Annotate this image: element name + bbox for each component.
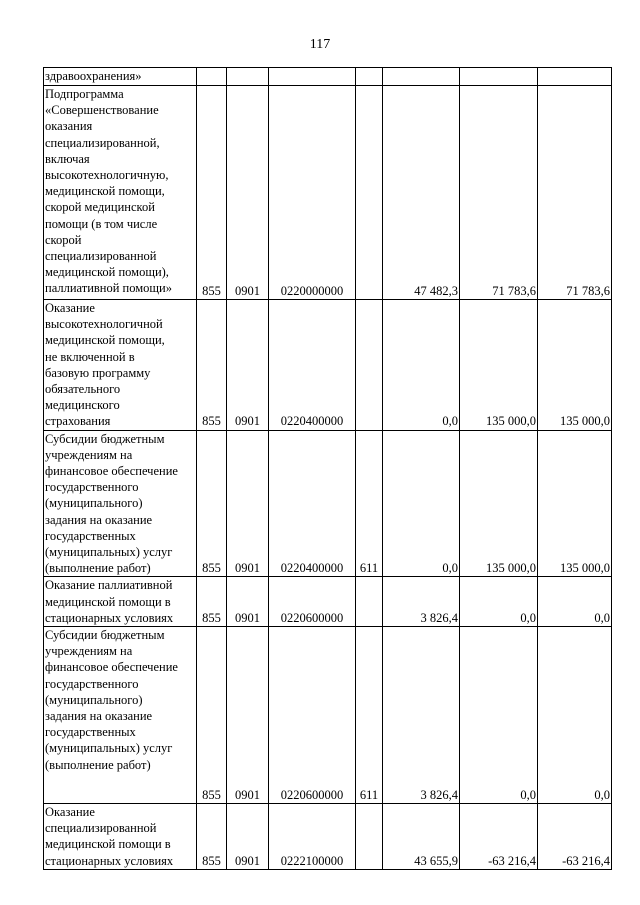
amount-year1-cell: 43 655,9 [383, 804, 460, 870]
row-name-cell: Подпрограмма «Совершенствование оказания специализированной, включая высокотехнологичную, медицинской помощи, скорой медицинской помощи (в том числе скорой специализированной медицинской помощи), паллиативной помощи» [44, 86, 197, 300]
amount-year1-cell [383, 68, 460, 86]
target-article-cell [269, 68, 356, 86]
amount-year1-cell: 3 826,4 [383, 577, 460, 627]
ministry-code-cell: 855 [197, 804, 227, 870]
amount-year2-cell [460, 68, 538, 86]
ministry-code-cell: 855 [197, 577, 227, 627]
amount-year2-cell: 0,0 [460, 577, 538, 627]
section-code-cell: 0901 [227, 804, 269, 870]
table-row [44, 627, 612, 804]
amount-year3-cell [538, 68, 612, 86]
row-name-cell: Субсидии бюджетным учреждениям на финансовое обеспечение государственного (муниципального) задания на оказание государственных (муниципальных) услуг (выполнение работ) [44, 430, 197, 577]
expense-type-cell [356, 300, 383, 431]
target-article-cell: 0222100000 [269, 804, 356, 870]
amount-year2-cell: 0,0 [460, 627, 538, 804]
table-body [44, 68, 612, 870]
amount-year3-cell: 0,0 [538, 627, 612, 804]
budget-table [43, 67, 612, 870]
row-name-cell: здравоохранения» [44, 68, 197, 86]
amount-year3-cell: 71 783,6 [538, 86, 612, 300]
ministry-code-cell [197, 68, 227, 86]
section-code-cell: 0901 [227, 430, 269, 577]
section-code-cell: 0901 [227, 627, 269, 804]
target-article-cell: 0220400000 [269, 430, 356, 577]
amount-year1-cell: 0,0 [383, 430, 460, 577]
expense-type-cell [356, 86, 383, 300]
amount-year2-cell: 71 783,6 [460, 86, 538, 300]
row-name-cell: Субсидии бюджетным учреждениям на финансовое обеспечение государственного (муниципального) задания на оказание государственных (муниципальных) услуг (выполнение работ) [44, 627, 197, 804]
expense-type-cell [356, 804, 383, 870]
amount-year2-cell: 135 000,0 [460, 430, 538, 577]
row-name-cell: Оказание высокотехнологичной медицинской помощи, не включенной в базовую программу обязательного медицинского страхования [44, 300, 197, 431]
page-number: 117 [309, 37, 331, 52]
amount-year3-cell: 0,0 [538, 577, 612, 627]
amount-year2-cell: 135 000,0 [460, 300, 538, 431]
amount-year1-cell: 0,0 [383, 300, 460, 431]
row-name-cell: Оказание специализированной медицинской помощи в стационарных условиях [44, 804, 197, 870]
table-row [44, 86, 612, 300]
amount-year1-cell: 3 826,4 [383, 627, 460, 804]
section-code-cell: 0901 [227, 577, 269, 627]
target-article-cell: 0220400000 [269, 300, 356, 431]
amount-year3-cell: 135 000,0 [538, 430, 612, 577]
section-code-cell: 0901 [227, 300, 269, 431]
amount-year2-cell: -63 216,4 [460, 804, 538, 870]
table-row [44, 68, 612, 86]
target-article-cell: 0220000000 [269, 86, 356, 300]
ministry-code-cell: 855 [197, 430, 227, 577]
ministry-code-cell: 855 [197, 300, 227, 431]
row-name-cell: Оказание паллиативной медицинской помощи в стационарных условиях [44, 577, 197, 627]
expense-type-cell: 611 [356, 627, 383, 804]
amount-year3-cell: -63 216,4 [538, 804, 612, 870]
expense-type-cell [356, 577, 383, 627]
section-code-cell: 0901 [227, 86, 269, 300]
table-row [44, 430, 612, 577]
table-row [44, 577, 612, 627]
expense-type-cell [356, 68, 383, 86]
section-code-cell [227, 68, 269, 86]
target-article-cell: 0220600000 [269, 627, 356, 804]
amount-year3-cell: 135 000,0 [538, 300, 612, 431]
expense-type-cell: 611 [356, 430, 383, 577]
amount-year1-cell: 47 482,3 [383, 86, 460, 300]
ministry-code-cell: 855 [197, 86, 227, 300]
ministry-code-cell: 855 [197, 627, 227, 804]
table-row [44, 804, 612, 870]
target-article-cell: 0220600000 [269, 577, 356, 627]
table-row [44, 300, 612, 431]
